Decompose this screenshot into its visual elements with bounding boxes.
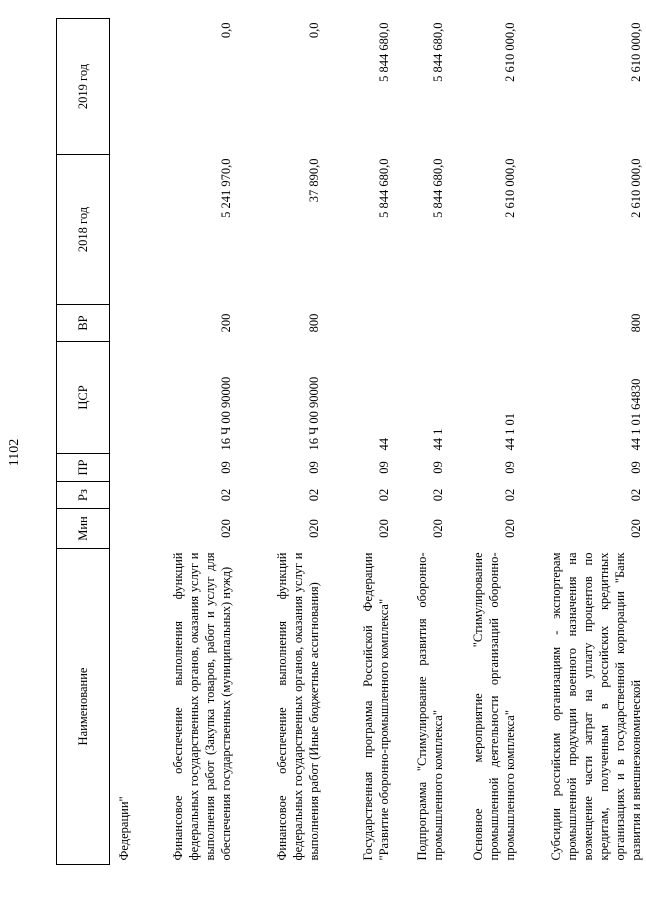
row-csr: 16 Ч 00 90000 <box>218 376 233 451</box>
row-2018: 2 610 000,0 <box>628 158 643 218</box>
row-2018: 5 844 680,0 <box>430 158 445 218</box>
row-csr <box>110 342 134 454</box>
row-min: 020 <box>306 519 321 538</box>
row-min: 020 <box>376 519 391 538</box>
row-2018: 5 241 970,0 <box>218 158 233 218</box>
col-header-min: Мин <box>57 509 110 549</box>
table-row <box>394 19 448 865</box>
row-pr <box>110 454 134 482</box>
budget-table <box>56 18 646 865</box>
row-vr <box>324 305 394 342</box>
row-csr: 44 1 01 64830 <box>628 378 643 451</box>
row-2018 <box>110 155 134 305</box>
row-rz: 02 <box>502 488 517 502</box>
row-rz: 02 <box>376 488 391 502</box>
row-csr: 44 1 01 <box>502 413 517 451</box>
row-pr: 09 <box>218 461 233 474</box>
row-min: 020 <box>430 519 445 538</box>
table-header <box>57 19 110 865</box>
col-header-rz: Рз <box>57 482 110 509</box>
row-pr: 09 <box>628 461 643 474</box>
row-csr: 16 Ч 00 90000 <box>306 376 321 451</box>
row-pr: 09 <box>376 461 391 474</box>
col-header-name: Наименование <box>57 549 110 865</box>
col-header-pr: ПР <box>57 454 110 482</box>
row-2018: 5 844 680,0 <box>376 158 391 218</box>
table-row <box>324 19 394 865</box>
row-vr: 200 <box>218 313 233 333</box>
row-min: 020 <box>628 519 643 538</box>
row-2019: 2 610 000,0 <box>502 22 517 82</box>
row-csr: 44 <box>376 438 391 451</box>
row-rz: 02 <box>306 488 321 502</box>
table-row <box>110 19 134 865</box>
page-number: 1102 <box>7 438 22 467</box>
row-min: 020 <box>218 519 233 538</box>
row-pr: 09 <box>306 461 321 474</box>
row-min: 020 <box>502 519 517 538</box>
row-2019: 0,0 <box>306 22 321 39</box>
row-vr <box>394 305 448 342</box>
row-vr: 800 <box>306 313 321 333</box>
row-rz: 02 <box>628 488 643 502</box>
row-name: Субсидии российским организациям - экспортерам промышленной продукции военного назначения на возмещение части затрат на уплату процентов по кредитам, полученным в российских кредитных организациях и в государственной корпорации "Банк развития и внешнеэкономической <box>548 552 643 861</box>
row-name: Федерации" <box>116 796 131 861</box>
col-header-vr: ВР <box>57 305 110 342</box>
row-name: Государственная программа Российской Федерации "Развитие оборонно-промышленного комплекса" <box>360 552 391 861</box>
table-row <box>236 19 324 865</box>
row-2019: 0,0 <box>218 22 233 39</box>
row-name: Финансовое обеспечение выполнения функций федеральных государственных органов, оказания услуг и выполнения работ (Иные бюджетные ассигнования) <box>274 552 321 861</box>
table-row <box>134 19 236 865</box>
row-name: Подпрограмма "Стимулирование развития оборонно-промышленного комплекса" <box>414 552 445 861</box>
row-2019 <box>110 19 134 155</box>
row-2019: 5 844 680,0 <box>376 22 391 82</box>
row-csr: 44 1 <box>430 428 445 451</box>
row-2018: 2 610 000,0 <box>502 158 517 218</box>
row-2019: 5 844 680,0 <box>430 22 445 82</box>
row-vr <box>110 305 134 342</box>
col-header-2018: 2018 год <box>57 155 110 305</box>
row-pr: 09 <box>430 461 445 474</box>
col-header-2019: 2019 год <box>57 19 110 155</box>
row-rz: 02 <box>218 488 233 502</box>
row-rz <box>110 482 134 509</box>
row-vr <box>448 305 520 342</box>
table-row <box>448 19 520 865</box>
row-rz: 02 <box>430 488 445 502</box>
row-pr: 09 <box>502 461 517 474</box>
row-min <box>110 509 134 549</box>
row-vr: 800 <box>628 313 643 333</box>
row-name: Основное мероприятие "Стимулирование промышленной деятельности организаций оборонно-промышленного комплекса" <box>470 552 517 861</box>
row-2018: 37 890,0 <box>306 158 321 203</box>
col-header-csr: ЦСР <box>57 342 110 454</box>
row-name: Финансовое обеспечение выполнения функций федеральных государственных органов, оказания услуг и выполнения работ (Закупка товаров, работ и услуг для обеспечения государственных (муниципальных) нужд) <box>170 552 233 861</box>
table-row <box>520 19 646 865</box>
row-2019: 2 610 000,0 <box>628 22 643 82</box>
